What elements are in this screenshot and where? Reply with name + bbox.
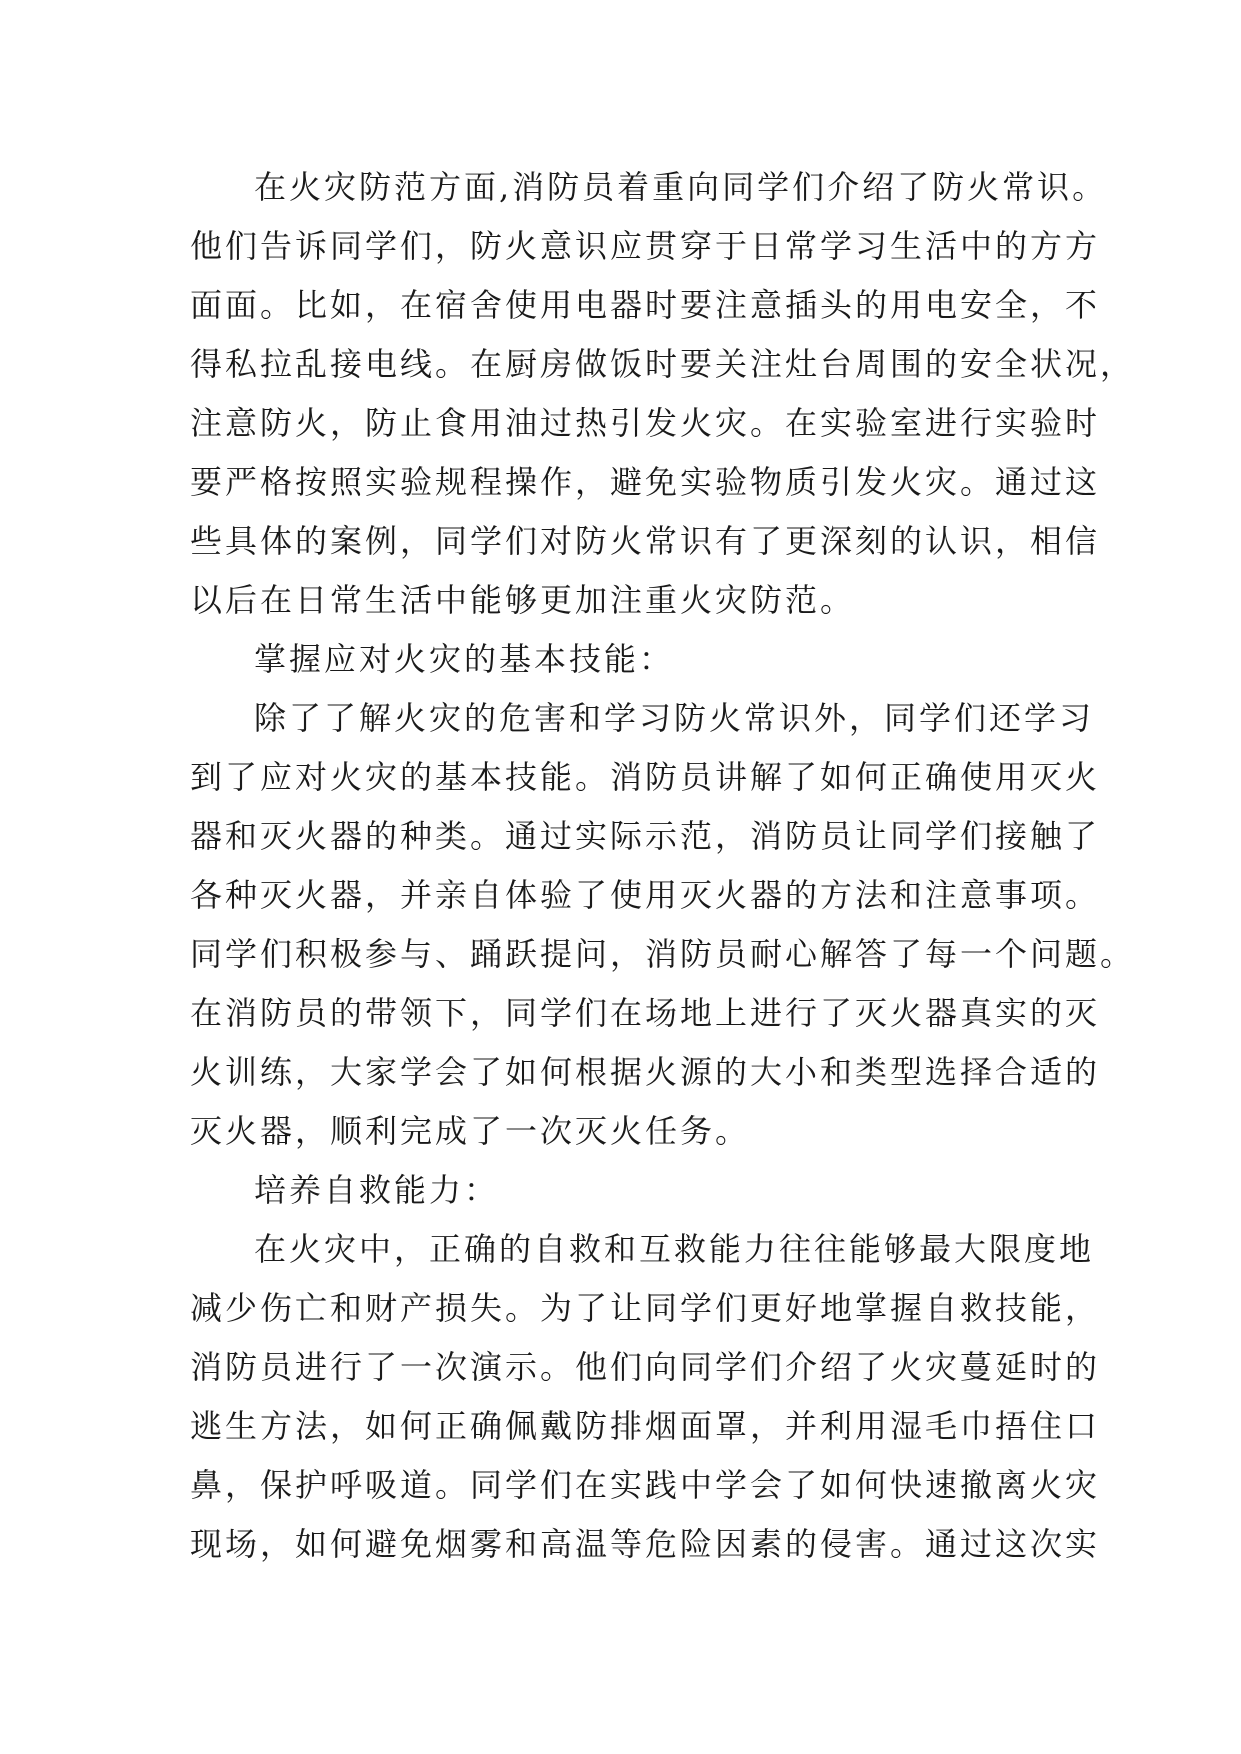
paragraph-line: 在火灾防范方面,消防员着重向同学们介绍了防火常识。 [254, 168, 1108, 206]
paragraph-line: 器和灭火器的种类。通过实际示范，消防员让同学们接触了 [190, 817, 1101, 855]
paragraph-line: 现场，如何避免烟雾和高温等危险因素的侵害。通过这次实 [190, 1525, 1101, 1563]
paragraph-line: 除了了解火灾的危害和学习防火常识外，同学们还学习 [254, 699, 1095, 737]
paragraph-line: 些具体的案例，同学们对防火常识有了更深刻的认识，相信 [190, 522, 1101, 560]
paragraph-line: 逃生方法，如何正确佩戴防排烟面罩，并利用湿毛巾捂住口 [190, 1407, 1101, 1445]
paragraph-line: 以后在日常生活中能够更加注重火灾防范。 [190, 581, 856, 619]
paragraph-line: 各种灭火器，并亲自体验了使用灭火器的方法和注意事项。 [190, 876, 1101, 914]
section-heading: 掌握应对火灾的基本技能： [254, 640, 675, 678]
paragraph-line: 得私拉乱接电线。在厨房做饭时要关注灶台周围的安全状况， [190, 345, 1136, 383]
paragraph-line: 注意防火，防止食用油过热引发火灾。在实验室进行实验时 [190, 404, 1101, 442]
paragraph-line: 同学们积极参与、踊跃提问，消防员耐心解答了每一个问题。 [190, 935, 1136, 973]
paragraph-line: 火训练，大家学会了如何根据火源的大小和类型选择合适的 [190, 1053, 1101, 1091]
paragraph-line: 鼻，保护呼吸道。同学们在实践中学会了如何快速撤离火灾 [190, 1466, 1101, 1504]
paragraph-line: 他们告诉同学们，防火意识应贯穿于日常学习生活中的方方 [190, 227, 1101, 265]
paragraph-line: 要严格按照实验规程操作，避免实验物质引发火灾。通过这 [190, 463, 1101, 501]
paragraph-line: 灭火器，顺利完成了一次灭火任务。 [190, 1112, 751, 1150]
section-heading: 培养自救能力： [254, 1171, 500, 1209]
paragraph-line: 减少伤亡和财产损失。为了让同学们更好地掌握自救技能， [190, 1289, 1101, 1327]
paragraph-line: 消防员进行了一次演示。他们向同学们介绍了火灾蔓延时的 [190, 1348, 1101, 1386]
paragraph-line: 在消防员的带领下，同学们在场地上进行了灭火器真实的灭 [190, 994, 1101, 1032]
paragraph-line: 在火灾中，正确的自救和互救能力往往能够最大限度地 [254, 1230, 1095, 1268]
paragraph-line: 面面。比如，在宿舍使用电器时要注意插头的用电安全，不 [190, 286, 1101, 324]
document-body [190, 158, 1190, 1574]
paragraph-line: 到了应对火灾的基本技能。消防员讲解了如何正确使用灭火 [190, 758, 1101, 796]
